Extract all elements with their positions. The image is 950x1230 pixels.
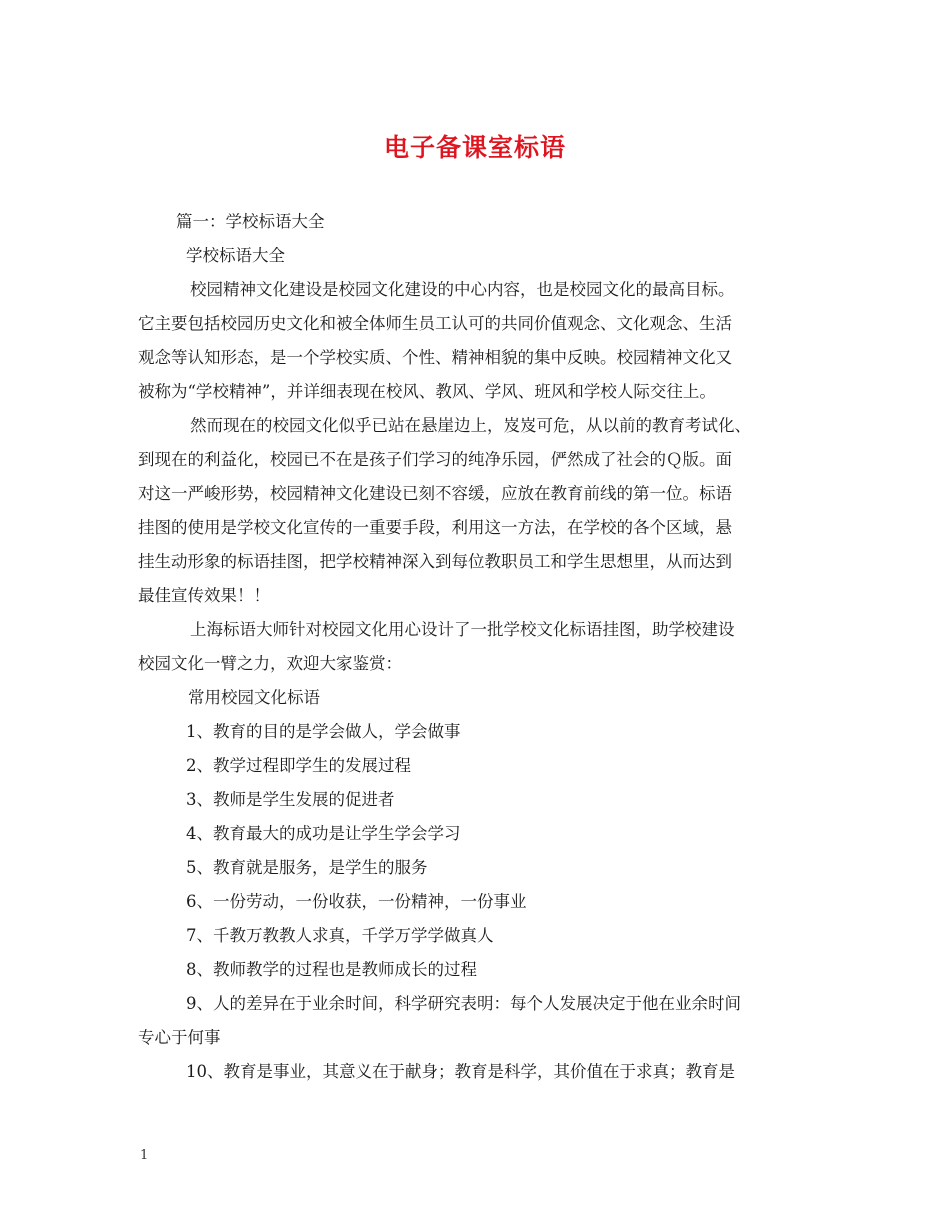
paragraph-3-line: 校园文化一臂之力，欢迎大家鉴赏： [138,654,402,673]
paragraph-2-line: 最佳宣传效果！！ [138,586,270,605]
list-item: 10、教育是事业，其意义在于献身；教育是科学，其价值在于求真；教育是 [186,1062,735,1081]
paragraph-2-line: 挂生动形象的标语挂图，把学校精神深入到每位教职员工和学生思想里，从而达到 [138,552,732,571]
list-item: 7、千教万教教人求真，千学万学学做真人 [186,926,494,945]
paragraph-1-line: 它主要包括校园历史文化和被全体师生员工认可的共同价值观念、文化观念、生活 [138,314,732,333]
paragraph-2-line: 对这一严峻形势，校园精神文化建设已刻不容缓，应放在教育前线的第一位。标语 [138,484,732,503]
paragraph-1-line: 被称为“学校精神”，并详细表现在校风、教风、学风、班风和学校人际交往上。 [138,382,716,401]
sub-heading: 学校标语大全 [186,246,285,265]
paragraph-1-line: 校园精神文化建设是校园文化建设的中心内容，也是校园文化的最高目标。 [190,280,735,299]
paragraph-2-line: 挂图的使用是学校文化宣传的一重要手段，利用这一方法，在学校的各个区域，悬 [138,518,732,537]
list-item: 5、教育就是服务，是学生的服务 [186,858,428,877]
list-heading: 常用校园文化标语 [188,688,320,707]
page-number: 1 [140,1148,149,1163]
document-title: 电子备课室标语 [383,133,566,162]
list-item: 3、教师是学生发展的促进者 [186,790,395,809]
list-item: 9、人的差异在于业余时间，科学研究表明：每个人发展决定于他在业余时间 [186,994,741,1013]
section-heading: 篇一：学校标语大全 [176,212,325,231]
document-body [138,205,818,1089]
paragraph-2-line: 然而现在的校园文化似乎已站在悬崖边上，岌岌可危，从以前的教育考试化、 [190,416,751,435]
list-item: 1、教育的目的是学会做人，学会做事 [186,722,461,741]
list-item-continuation: 专心于何事 [138,1028,221,1047]
paragraph-3-line: 上海标语大师针对校园文化用心设计了一批学校文化标语挂图，助学校建设 [190,620,735,639]
list-item: 2、教学过程即学生的发展过程 [186,756,411,775]
list-item: 4、教育最大的成功是让学生学会学习 [186,824,461,843]
paragraph-2-line: 到现在的利益化，校园已不在是孩子们学习的纯净乐园，俨然成了社会的Ｑ版。面 [138,450,732,469]
paragraph-1-line: 观念等认知形态，是一个学校实质、个性、精神相貌的集中反映。校园精神文化又 [138,348,732,367]
list-item: 8、教师教学的过程也是教师成长的过程 [186,960,477,979]
list-item: 6、一份劳动，一份收获，一份精神，一份事业 [186,892,527,911]
